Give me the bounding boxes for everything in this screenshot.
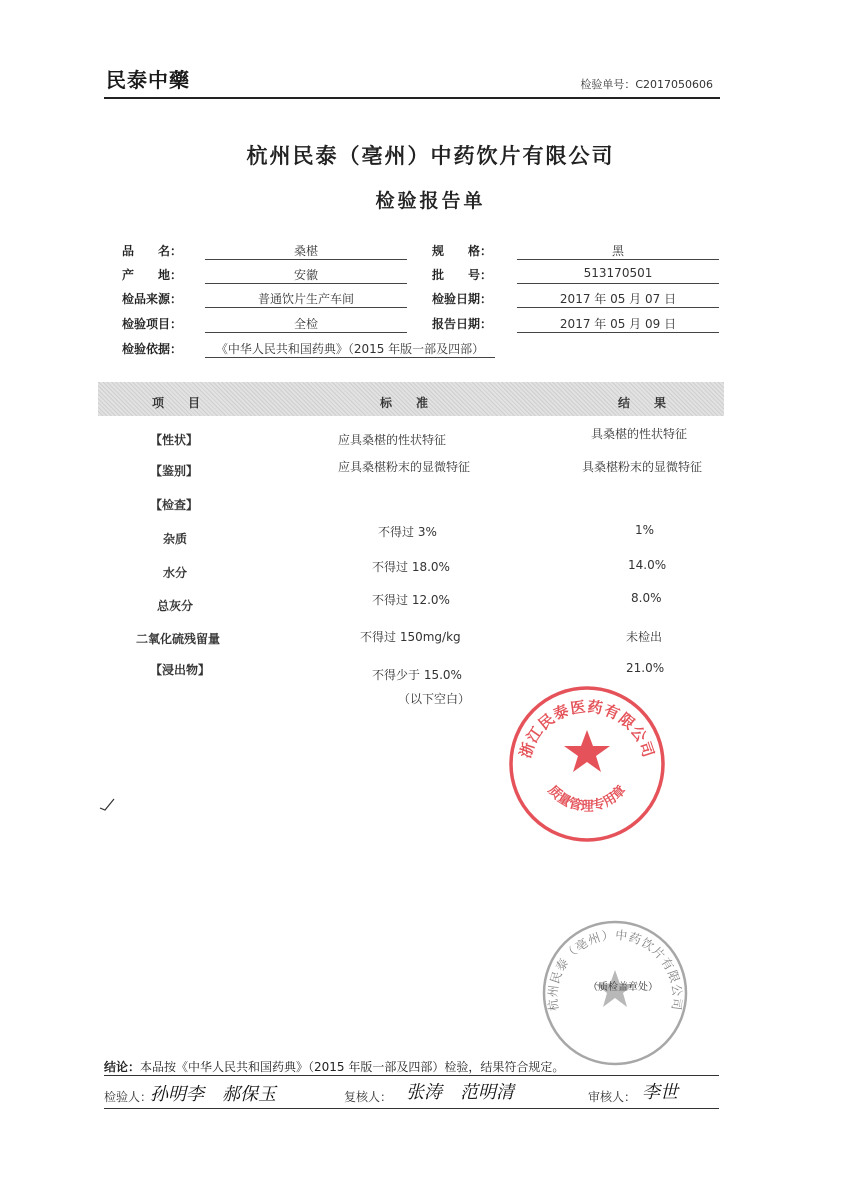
row-ash-standard: 不得过 12.0% (372, 593, 450, 607)
row-impurity-result: 1% (635, 523, 655, 537)
reviewer-signature: 张涛 范明清 (406, 1082, 514, 1103)
item-value: 全检 (205, 315, 407, 333)
name-value: 桑椹 (205, 242, 407, 260)
quality-stamp (507, 684, 667, 844)
row-ash-item: 总灰分 (157, 599, 194, 613)
table-header (98, 382, 724, 416)
row-moisture-result: 14.0% (628, 558, 667, 572)
row-inspection-item: 【检查】 (150, 498, 199, 512)
stamp2-ring-text: 杭州民泰（亳州）中药饮片有限公司 (545, 927, 685, 1012)
conclusion-divider (104, 1075, 719, 1076)
approver-signature: 李世 (642, 1082, 678, 1103)
stamp1-bottom-text: 质量管理专用章 (544, 782, 630, 815)
row-ash-result: 8.0% (631, 591, 662, 605)
origin-value: 安徽 (205, 266, 407, 284)
test-date-value: 2017 年 05 月 07 日 (517, 290, 719, 308)
row-appearance-standard: 应具桑椹的性状特征 (338, 433, 447, 447)
footer-bottom-line (104, 1108, 719, 1109)
row-identification-result: 具桑椹粉末的显微特征 (582, 460, 703, 474)
row-so2-standard: 不得过 150mg/kg (360, 630, 461, 644)
row-appearance-result: 具桑椹的性状特征 (591, 427, 688, 441)
conclusion (104, 1058, 564, 1075)
stamp1-top-text: 浙江民泰医药有限公司 (516, 697, 658, 761)
row-impurity-item: 杂质 (163, 532, 188, 546)
approver-label: 审核人： (588, 1090, 637, 1104)
batch-label: 批 号： (432, 268, 493, 282)
inspection-stamp (540, 918, 690, 1068)
row-extract-result: 21.0% (626, 661, 665, 675)
test-date-label: 检验日期： (432, 292, 493, 306)
origin-label: 产 地： (122, 268, 183, 282)
conclusion-label: 结论： (104, 1060, 141, 1074)
spec-value: 黑 (517, 242, 719, 260)
row-so2-item: 二氧化硫残留量 (136, 632, 221, 646)
basis-label: 检验依据： (122, 342, 183, 356)
conclusion-text: 本品按《中华人民共和国药典》（2015 年版一部及四部）检验，结果符合规定。 (140, 1060, 565, 1074)
spec-label: 规 格： (432, 244, 493, 258)
name-label: 品 名： (122, 244, 183, 258)
inspector-signature: 孙明李 郝保玉 (150, 1084, 276, 1105)
row-extract-standard: 不得少于 15.0% (372, 668, 462, 682)
header-item: 项 目 (152, 396, 201, 410)
svg-text:质量管理专用章 (545, 782, 630, 814)
report-number (580, 76, 713, 92)
row-so2-result: 未检出 (626, 630, 663, 644)
report-number-value: C2017050606 (635, 78, 713, 91)
document-title: 检验报告单 (375, 190, 486, 212)
blank-note: （以下空白） (398, 692, 471, 706)
basis-value: 《中华人民共和国药典》（2015 年版一部及四部） (205, 340, 495, 358)
source-label: 检品来源： (122, 292, 183, 306)
report-date-label: 报告日期： (432, 317, 493, 331)
header-divider (104, 97, 720, 99)
company-logo: 民泰中藥 (106, 68, 190, 92)
header-result: 结 果 (618, 396, 667, 410)
report-date-value: 2017 年 05 月 09 日 (517, 315, 719, 333)
row-appearance-item: 【性状】 (150, 433, 199, 447)
inspector-label: 检验人： (104, 1090, 153, 1104)
stamp2-center-text: （质检盖章处） (588, 982, 658, 993)
batch-value: 513170501 (517, 266, 719, 284)
tick-mark-icon (98, 796, 118, 812)
row-extract-item: 【浸出物】 (150, 663, 211, 677)
row-identification-standard: 应具桑椹粉末的显微特征 (338, 460, 471, 474)
report-number-label: 检验单号： (580, 78, 636, 91)
reviewer-label: 复核人： (344, 1090, 393, 1104)
header-standard: 标 准 (380, 396, 429, 410)
row-moisture-item: 水分 (163, 566, 188, 580)
company-name: 杭州民泰（亳州）中药饮片有限公司 (246, 143, 615, 168)
row-identification-item: 【鉴别】 (150, 464, 199, 478)
row-impurity-standard: 不得过 3% (378, 525, 437, 539)
source-value: 普通饮片生产车间 (205, 290, 407, 308)
item-label: 检验项目： (122, 317, 183, 331)
row-moisture-standard: 不得过 18.0% (372, 560, 450, 574)
